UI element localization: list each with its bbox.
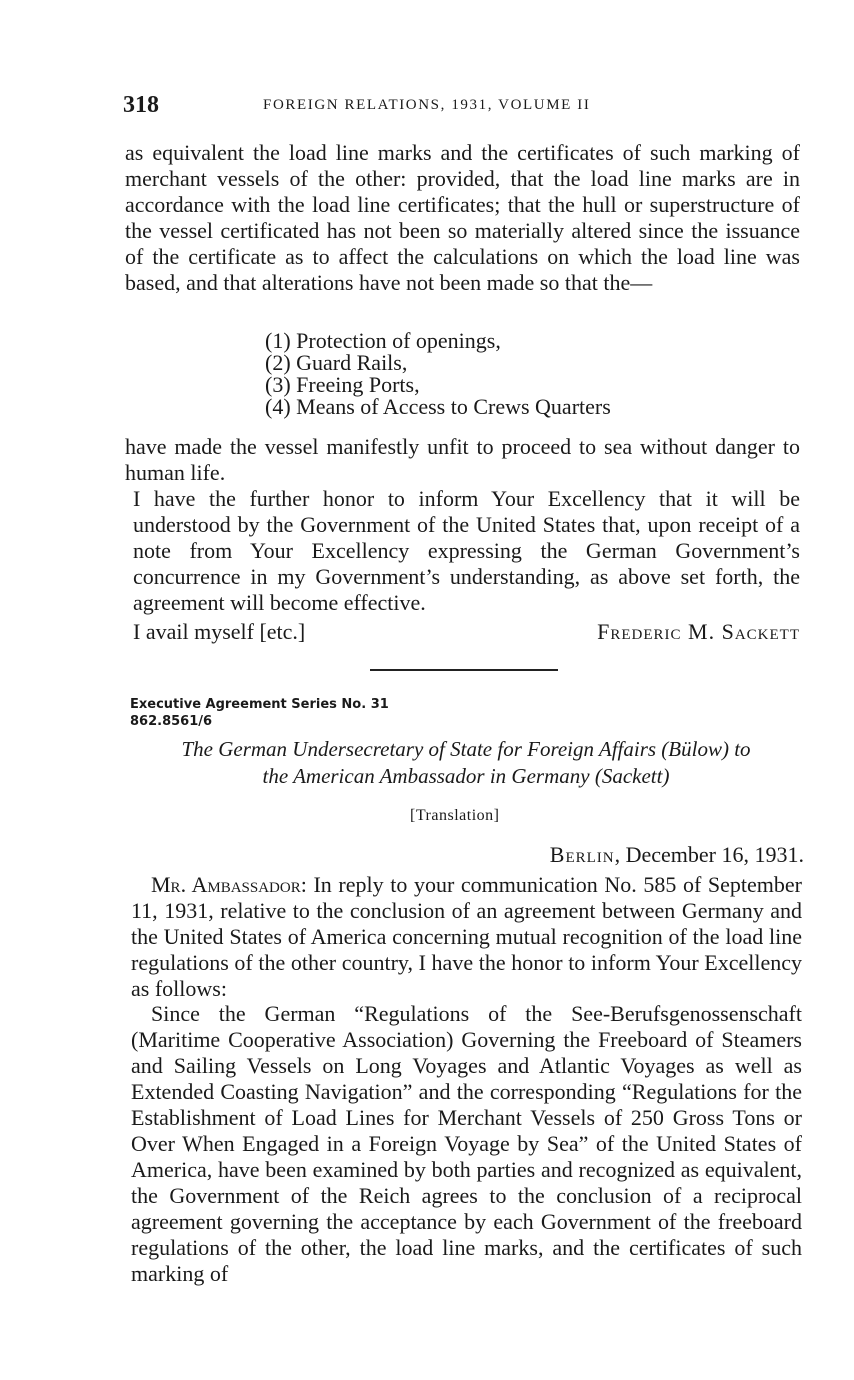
signoff — [133, 619, 800, 645]
intro-paragraph: as equivalent the load line marks and the certificates of such marking of merchant vessels of the other: provided, that the load line marks are in accordance with the load line certificates; that the hull or superstructure of the vessel certificated has not been so materially altered since the issuance of the certificate as to affect the calculations on which the load line was based, and that alterations have not been made so that the— — [125, 140, 800, 295]
since-paragraph: Since the German “Regulations of the See-Berufsgenossenschaft (Maritime Cooperative Association) Governing the Freeboard of Steamers and Sailing Vessels on Long Voyages and Atlantic Voyages as well as Extended Coasting Navigation” and the corresponding “Regulations for the Establishment of Load Lines for Merchant Vessels of 250 Gross Tons or Over When Engaged in a Foreign Voyage by Sea” of the United States of America, have been examined by both parties and recognized as equivalent, the Government of the Reich agrees to the conclusion of a reciprocal agreement governing the acceptance by each Government of the freeboard regulations of the other, the load line marks, and the certificates of such marking of — [131, 1001, 802, 1286]
series-block — [130, 696, 389, 730]
dateline — [550, 842, 804, 868]
page-header — [123, 92, 808, 122]
after-list-paragraph: have made the vessel manifestly unfit to proceed to sea without danger to human life. — [125, 434, 800, 485]
further-honor-paragraph: I have the further honor to inform Your Excellency that it will be understood by the Government of the United States that, upon receipt of a note from Your Excellency expressing the German Government’s concurrence in my Government’s understanding, as above set forth, the agreement will become effective. — [133, 486, 800, 615]
closing-text: I avail myself [etc.] — [133, 619, 306, 644]
translation-label: [Translation] — [410, 807, 500, 824]
list-item: (2) Guard Rails, — [265, 350, 408, 375]
document-title-line-2: the American Ambassador in Germany (Sackett) — [262, 764, 670, 788]
series-number: Executive Agreement Series No. 31 — [130, 697, 389, 712]
running-head: FOREIGN RELATIONS, 1931, VOLUME II — [263, 97, 591, 113]
list-item: (3) Freeing Ports, — [265, 372, 420, 397]
document-title — [130, 736, 802, 790]
reply-paragraph — [131, 872, 802, 1002]
since-section — [131, 1001, 802, 1287]
file-number: 862.8561/6 — [130, 714, 213, 729]
dateline-date: , December 16, 1931. — [614, 842, 804, 867]
intro-section — [125, 140, 800, 296]
section-divider — [370, 669, 558, 671]
list-item: (1) Protection of openings, — [265, 328, 501, 353]
list-item: (4) Means of Access to Crews Quarters — [265, 394, 611, 419]
document-title-line-1: The German Undersecretary of State for Foreign Affairs (Bülow) to — [181, 737, 751, 761]
reply-text: In reply to your communication No. 585 of September 11, 1931, relative to the conclusion of an agreement between Germany and the United States of America concerning mutual recognition of the load line regulations of the other country, I have the honor to inform Your Excellency as follows: — [131, 872, 803, 1001]
after-list-section — [125, 434, 800, 486]
further-honor-section — [133, 486, 800, 616]
reply-section — [131, 872, 802, 1002]
dateline-city: Berlin — [549, 842, 615, 867]
page-number: 318 — [123, 92, 159, 118]
numbered-list — [265, 330, 611, 418]
signature: Frederic M. Sackett — [597, 619, 800, 644]
salutation: Mr. Ambassador: — [151, 872, 307, 897]
